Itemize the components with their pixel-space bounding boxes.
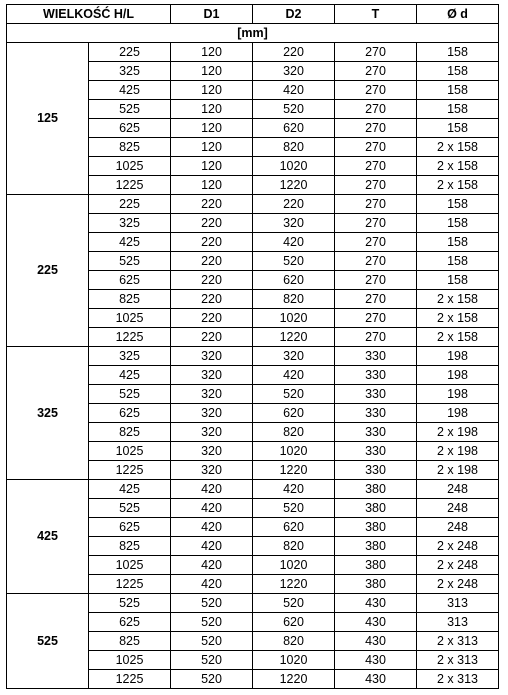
d2-cell: 220	[253, 195, 335, 214]
d2-cell: 520	[253, 100, 335, 119]
header-diameter: Ø d	[417, 5, 499, 24]
d2-cell: 1220	[253, 461, 335, 480]
length-cell: 1025	[89, 651, 171, 670]
d2-cell: 820	[253, 290, 335, 309]
diameter-cell: 158	[417, 81, 499, 100]
d2-cell: 620	[253, 613, 335, 632]
diameter-cell: 2 x 158	[417, 328, 499, 347]
t-cell: 270	[335, 119, 417, 138]
d2-cell: 520	[253, 385, 335, 404]
d2-cell: 1020	[253, 157, 335, 176]
header-d2: D2	[253, 5, 335, 24]
length-cell: 1025	[89, 157, 171, 176]
t-cell: 330	[335, 461, 417, 480]
unit-row	[7, 24, 499, 43]
t-cell: 270	[335, 271, 417, 290]
d2-cell: 1220	[253, 176, 335, 195]
t-cell: 270	[335, 309, 417, 328]
length-cell: 1025	[89, 442, 171, 461]
header-t: T	[335, 5, 417, 24]
d1-cell: 120	[171, 81, 253, 100]
d1-cell: 120	[171, 138, 253, 157]
t-cell: 330	[335, 423, 417, 442]
header-row	[7, 5, 499, 24]
d1-cell: 120	[171, 43, 253, 62]
t-cell: 270	[335, 233, 417, 252]
diameter-cell: 313	[417, 613, 499, 632]
d2-cell: 620	[253, 518, 335, 537]
d1-cell: 220	[171, 328, 253, 347]
t-cell: 270	[335, 195, 417, 214]
length-cell: 1225	[89, 461, 171, 480]
d1-cell: 320	[171, 347, 253, 366]
diameter-cell: 2 x 158	[417, 157, 499, 176]
d2-cell: 1220	[253, 575, 335, 594]
d1-cell: 120	[171, 62, 253, 81]
d1-cell: 420	[171, 499, 253, 518]
diameter-cell: 158	[417, 62, 499, 81]
t-cell: 270	[335, 138, 417, 157]
length-cell: 1225	[89, 670, 171, 689]
diameter-cell: 2 x 158	[417, 309, 499, 328]
t-cell: 330	[335, 442, 417, 461]
d2-cell: 1220	[253, 328, 335, 347]
length-cell: 325	[89, 214, 171, 233]
length-cell: 825	[89, 138, 171, 157]
length-cell: 525	[89, 100, 171, 119]
t-cell: 430	[335, 651, 417, 670]
diameter-cell: 2 x 248	[417, 537, 499, 556]
length-cell: 325	[89, 347, 171, 366]
length-cell: 1225	[89, 176, 171, 195]
d2-cell: 520	[253, 594, 335, 613]
diameter-cell: 158	[417, 214, 499, 233]
d1-cell: 420	[171, 518, 253, 537]
d2-cell: 420	[253, 366, 335, 385]
diameter-cell: 158	[417, 271, 499, 290]
length-cell: 1025	[89, 309, 171, 328]
d2-cell: 820	[253, 423, 335, 442]
length-cell: 1025	[89, 556, 171, 575]
t-cell: 430	[335, 632, 417, 651]
length-cell: 825	[89, 290, 171, 309]
d1-cell: 520	[171, 651, 253, 670]
diameter-cell: 2 x 248	[417, 556, 499, 575]
d2-cell: 1020	[253, 556, 335, 575]
d1-cell: 520	[171, 632, 253, 651]
size-group-cell: 225	[7, 195, 89, 347]
diameter-cell: 198	[417, 366, 499, 385]
dimension-table	[6, 4, 499, 689]
d1-cell: 220	[171, 309, 253, 328]
d1-cell: 320	[171, 442, 253, 461]
d2-cell: 820	[253, 632, 335, 651]
diameter-cell: 198	[417, 347, 499, 366]
d1-cell: 220	[171, 233, 253, 252]
d1-cell: 120	[171, 157, 253, 176]
t-cell: 270	[335, 100, 417, 119]
d2-cell: 420	[253, 81, 335, 100]
d2-cell: 1020	[253, 651, 335, 670]
d2-cell: 420	[253, 233, 335, 252]
table-row	[7, 195, 499, 214]
diameter-cell: 158	[417, 195, 499, 214]
d1-cell: 120	[171, 119, 253, 138]
d2-cell: 420	[253, 480, 335, 499]
length-cell: 625	[89, 404, 171, 423]
d2-cell: 1020	[253, 442, 335, 461]
diameter-cell: 158	[417, 252, 499, 271]
d1-cell: 320	[171, 404, 253, 423]
diameter-cell: 248	[417, 480, 499, 499]
t-cell: 330	[335, 366, 417, 385]
length-cell: 825	[89, 632, 171, 651]
table-row	[7, 594, 499, 613]
t-cell: 330	[335, 347, 417, 366]
length-cell: 225	[89, 43, 171, 62]
length-cell: 1225	[89, 575, 171, 594]
size-group-cell: 125	[7, 43, 89, 195]
diameter-cell: 248	[417, 499, 499, 518]
length-cell: 625	[89, 119, 171, 138]
d2-cell: 220	[253, 43, 335, 62]
length-cell: 625	[89, 613, 171, 632]
diameter-cell: 2 x 198	[417, 423, 499, 442]
d1-cell: 320	[171, 423, 253, 442]
header-d1: D1	[171, 5, 253, 24]
diameter-cell: 198	[417, 404, 499, 423]
t-cell: 270	[335, 176, 417, 195]
d1-cell: 520	[171, 613, 253, 632]
t-cell: 270	[335, 157, 417, 176]
table-row	[7, 43, 499, 62]
length-cell: 825	[89, 537, 171, 556]
diameter-cell: 2 x 198	[417, 461, 499, 480]
t-cell: 380	[335, 537, 417, 556]
unit-label: [mm]	[7, 24, 499, 43]
d1-cell: 220	[171, 271, 253, 290]
t-cell: 270	[335, 328, 417, 347]
size-group-cell: 325	[7, 347, 89, 480]
t-cell: 380	[335, 575, 417, 594]
d2-cell: 520	[253, 252, 335, 271]
t-cell: 270	[335, 214, 417, 233]
length-cell: 825	[89, 423, 171, 442]
diameter-cell: 313	[417, 594, 499, 613]
d1-cell: 520	[171, 670, 253, 689]
d1-cell: 220	[171, 195, 253, 214]
diameter-cell: 158	[417, 233, 499, 252]
diameter-cell: 2 x 313	[417, 632, 499, 651]
length-cell: 525	[89, 252, 171, 271]
d2-cell: 1020	[253, 309, 335, 328]
length-cell: 1225	[89, 328, 171, 347]
d1-cell: 420	[171, 575, 253, 594]
d2-cell: 520	[253, 499, 335, 518]
length-cell: 325	[89, 62, 171, 81]
d1-cell: 420	[171, 537, 253, 556]
length-cell: 525	[89, 385, 171, 404]
length-cell: 425	[89, 233, 171, 252]
diameter-cell: 2 x 313	[417, 670, 499, 689]
length-cell: 625	[89, 518, 171, 537]
diameter-cell: 158	[417, 119, 499, 138]
d2-cell: 1220	[253, 670, 335, 689]
table-row	[7, 347, 499, 366]
table-row	[7, 480, 499, 499]
length-cell: 525	[89, 499, 171, 518]
diameter-cell: 248	[417, 518, 499, 537]
t-cell: 270	[335, 81, 417, 100]
d1-cell: 420	[171, 480, 253, 499]
diameter-cell: 2 x 158	[417, 290, 499, 309]
d2-cell: 620	[253, 404, 335, 423]
header-size: WIELKOŚĆ H/L	[7, 5, 171, 24]
d1-cell: 120	[171, 176, 253, 195]
diameter-cell: 158	[417, 100, 499, 119]
table-body	[7, 43, 499, 689]
t-cell: 430	[335, 670, 417, 689]
t-cell: 380	[335, 480, 417, 499]
size-group-cell: 525	[7, 594, 89, 689]
d2-cell: 620	[253, 119, 335, 138]
diameter-cell: 2 x 198	[417, 442, 499, 461]
d1-cell: 320	[171, 366, 253, 385]
diameter-cell: 2 x 248	[417, 575, 499, 594]
d2-cell: 320	[253, 347, 335, 366]
t-cell: 270	[335, 252, 417, 271]
length-cell: 625	[89, 271, 171, 290]
diameter-cell: 2 x 158	[417, 176, 499, 195]
t-cell: 330	[335, 404, 417, 423]
length-cell: 425	[89, 480, 171, 499]
d1-cell: 420	[171, 556, 253, 575]
d1-cell: 520	[171, 594, 253, 613]
d1-cell: 220	[171, 290, 253, 309]
d2-cell: 820	[253, 537, 335, 556]
length-cell: 425	[89, 81, 171, 100]
diameter-cell: 2 x 158	[417, 138, 499, 157]
d2-cell: 320	[253, 214, 335, 233]
t-cell: 380	[335, 518, 417, 537]
d1-cell: 320	[171, 385, 253, 404]
d1-cell: 320	[171, 461, 253, 480]
t-cell: 330	[335, 385, 417, 404]
dimension-table-container	[6, 4, 499, 689]
d2-cell: 320	[253, 62, 335, 81]
t-cell: 430	[335, 594, 417, 613]
t-cell: 270	[335, 43, 417, 62]
t-cell: 270	[335, 290, 417, 309]
length-cell: 225	[89, 195, 171, 214]
t-cell: 380	[335, 556, 417, 575]
diameter-cell: 2 x 313	[417, 651, 499, 670]
length-cell: 525	[89, 594, 171, 613]
d1-cell: 220	[171, 214, 253, 233]
d2-cell: 820	[253, 138, 335, 157]
t-cell: 380	[335, 499, 417, 518]
d1-cell: 120	[171, 100, 253, 119]
size-group-cell: 425	[7, 480, 89, 594]
length-cell: 425	[89, 366, 171, 385]
diameter-cell: 198	[417, 385, 499, 404]
t-cell: 430	[335, 613, 417, 632]
t-cell: 270	[335, 62, 417, 81]
d1-cell: 220	[171, 252, 253, 271]
diameter-cell: 158	[417, 43, 499, 62]
d2-cell: 620	[253, 271, 335, 290]
